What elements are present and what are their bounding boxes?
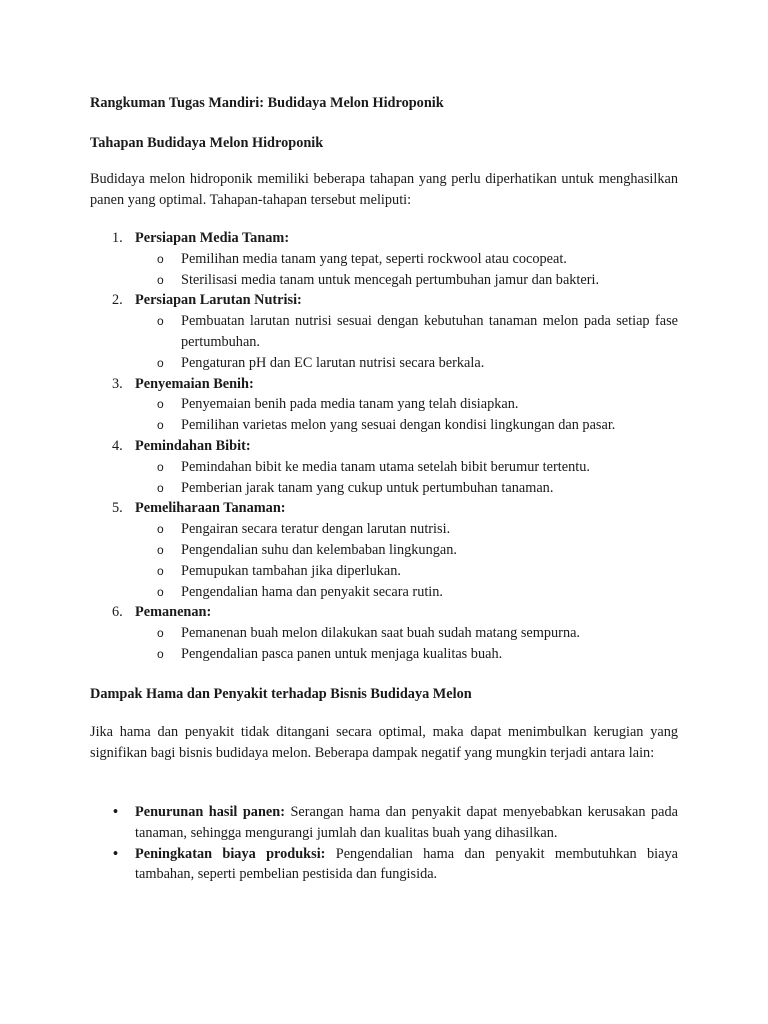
stage-header — [90, 228, 678, 249]
impact-label: Penurunan hasil panen: — [135, 804, 285, 820]
stage-header — [90, 498, 678, 519]
stage-number: 5. — [112, 500, 123, 517]
stage-title: Persiapan Media Tanam: — [135, 230, 290, 246]
stage-header — [90, 436, 678, 457]
stage-header — [90, 602, 678, 623]
section-heading-stages: Tahapan Budidaya Melon Hidroponik — [90, 135, 324, 151]
stage-subitem-text: Pemilihan varietas melon yang sesuai dengan kondisi lingkungan dan pasar. — [181, 417, 616, 434]
stage-title: Penyemaian Benih: — [135, 375, 254, 392]
stage-subitem-text: Pengendalian hama dan penyakit secara rutin. — [181, 583, 444, 600]
bullet-marker: • — [113, 845, 119, 862]
impact-item — [90, 844, 678, 886]
stage-header — [90, 374, 678, 395]
stage-subitem — [90, 415, 678, 436]
stage-header — [90, 290, 678, 311]
sub-bullet-marker: o — [157, 272, 164, 287]
sub-bullet-marker: o — [157, 646, 164, 661]
stage-item — [90, 290, 678, 373]
stage-title: Pemeliharaan Tanaman: — [135, 500, 286, 517]
stage-number: 4. — [112, 437, 123, 454]
stage-subitem-text: Sterilisasi media tanam untuk mencegah pertumbuhan jamur dan bakteri. — [181, 271, 600, 288]
stage-item — [90, 374, 678, 436]
stage-subitem — [90, 457, 678, 478]
stage-title: Pemanenan: — [135, 604, 212, 621]
stage-subitem — [90, 561, 678, 582]
stage-item — [90, 602, 678, 664]
stage-number: 2. — [112, 292, 123, 309]
impact-label: Peningkatan biaya produksi: — [135, 845, 326, 862]
impacts-intro-paragraph: Jika hama dan penyakit tidak ditangani secara optimal, maka dapat menimbulkan kerugian yang signifikan bagi bisnis budidaya melon. Beberapa dampak negatif yang mungkin terjadi antara lain: — [90, 724, 678, 761]
stage-number: 6. — [112, 604, 123, 621]
stage-subitem-text: Penyemaian benih pada media tanam yang telah disiapkan. — [181, 396, 519, 413]
impact-item — [90, 802, 678, 844]
stages-intro-paragraph: Budidaya melon hidroponik memiliki beberapa tahapan yang perlu diperhatikan untuk menghasilkan panen yang optimal. Tahapan-tahapan tersebut meliputi: — [90, 171, 678, 208]
stage-subitem-text: Pengendalian pasca panen untuk menjaga kualitas buah. — [181, 645, 503, 662]
stage-subitem-text: Pemindahan bibit ke media tanam utama setelah bibit berumur tertentu. — [181, 458, 590, 475]
document-title: Rangkuman Tugas Mandiri: Budidaya Melon Hidroponik — [90, 95, 444, 111]
sub-bullet-marker: o — [157, 522, 164, 537]
stage-item — [90, 228, 678, 290]
sub-bullet-marker: o — [157, 542, 164, 557]
sub-bullet-marker: o — [157, 584, 164, 599]
sub-bullet-marker: o — [157, 397, 164, 412]
stage-item — [90, 498, 678, 602]
stage-subitem — [90, 249, 678, 270]
stage-subitem — [90, 644, 678, 665]
sub-bullet-marker: o — [157, 355, 164, 370]
stage-subitem-text: Pembuatan larutan nutrisi sesuai dengan kebutuhan tanaman melon pada setiap fase pertumbuhan. — [181, 313, 678, 350]
stage-title: Persiapan Larutan Nutrisi: — [135, 292, 302, 309]
stage-subitem — [90, 270, 678, 291]
stage-subitem — [90, 394, 678, 415]
stage-subitem — [90, 353, 678, 374]
stage-subitem-text: Pemupukan tambahan jika diperlukan. — [181, 562, 401, 579]
sub-bullet-marker: o — [157, 626, 164, 641]
stage-item — [90, 436, 678, 498]
stage-title: Pemindahan Bibit: — [135, 437, 251, 454]
sub-bullet-marker: o — [157, 480, 164, 495]
stage-subitem-text: Pemilihan media tanam yang tepat, seperti rockwool atau cocopeat. — [181, 250, 567, 267]
sub-bullet-marker: o — [157, 251, 164, 266]
stage-subitem — [90, 623, 678, 644]
stage-subitem — [90, 540, 678, 561]
impacts-bullet-list — [90, 802, 678, 885]
stage-subitem-text: Pengaturan pH dan EC larutan nutrisi secara berkala. — [181, 354, 485, 371]
stage-subitem-text: Pengairan secara teratur dengan larutan nutrisi. — [181, 521, 451, 538]
stage-subitem-text: Pemanenan buah melon dilakukan saat buah sudah matang sempurna. — [181, 625, 581, 642]
stage-subitem — [90, 311, 678, 353]
sub-bullet-marker: o — [157, 459, 164, 474]
stage-number: 1. — [112, 230, 123, 246]
stage-subitem — [90, 478, 678, 499]
stages-numbered-list — [90, 228, 678, 665]
impact-text: Pengendalian hama dan penyakit membutuhkan biaya tambahan, seperti pembelian pestisida dan fungisida. — [135, 845, 678, 883]
stage-subitem-text: Pemberian jarak tanam yang cukup untuk pertumbuhan tanaman. — [181, 479, 554, 496]
sub-bullet-marker: o — [157, 563, 164, 578]
sub-bullet-marker: o — [157, 418, 164, 433]
sub-bullet-marker: o — [157, 314, 164, 329]
section-heading-impacts: Dampak Hama dan Penyakit terhadap Bisnis Budidaya Melon — [90, 686, 472, 702]
stage-subitem — [90, 582, 678, 603]
stage-subitem-text: Pengendalian suhu dan kelembaban lingkungan. — [181, 541, 457, 558]
bullet-marker: • — [113, 804, 119, 820]
impact-text: Serangan hama dan penyakit dapat menyebabkan kerusakan pada tanaman, sehingga mengurangi jumlah dan kualitas buah yang dihasilkan. — [135, 804, 679, 841]
stage-subitem — [90, 519, 678, 540]
stage-number: 3. — [112, 375, 123, 392]
